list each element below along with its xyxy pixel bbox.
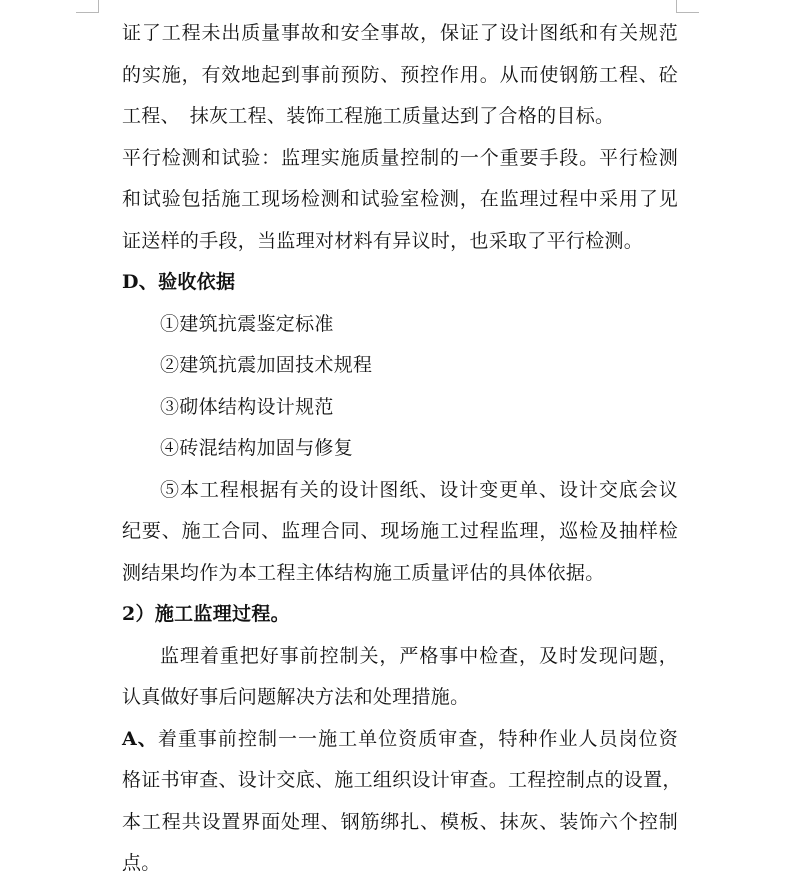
- paragraph-line: 的实施，有效地起到事前预防、预控作用。从而使钢筋工程、砼: [122, 63, 678, 86]
- paragraph-line: 点。: [122, 852, 161, 874]
- paragraph-line: 证了工程未出质量事故和安全事故，保证了设计图纸和有关规范: [122, 22, 678, 44]
- paragraph-line: 监理着重把好事前控制关，严格事中检查，及时发现问题，: [160, 644, 678, 667]
- paragraph-line: 测结果均作为本工程主体结构施工质量评估的具体依据。: [122, 561, 605, 584]
- paragraph-line: 认真做好事后问题解决方法和处理措施。: [122, 686, 470, 708]
- crop-mark-left: [76, 0, 99, 13]
- paragraph-line: 和试验包括施工现场检测和试验室检测，在监理过程中采用了见: [122, 188, 678, 210]
- paragraph-line: 格证书审查、设计交底、施工组织设计审查。工程控制点的设置，: [122, 769, 682, 791]
- section-heading: D、验收依据: [122, 271, 236, 293]
- paragraph-line: 平行检测和试验：监理实施质量控制的一个重要手段。平行检测: [122, 146, 678, 169]
- document-body: [122, 13, 682, 885]
- list-item: ①建筑抗震鉴定标准: [160, 312, 334, 335]
- list-item: ④砖混结构加固与修复: [160, 437, 354, 459]
- paragraph-line: 证送样的手段，当监理对材料有异议时，也采取了平行检测。: [122, 229, 644, 252]
- list-item: ③砌体结构设计规范: [160, 395, 334, 418]
- crop-mark-right: [676, 0, 699, 13]
- paragraph-line: 本工程共设置界面处理、钢筋绑扎、模板、抹灰、装饰六个控制: [122, 810, 678, 833]
- list-item: ⑤本工程根据有关的设计图纸、设计变更单、设计交底会议: [160, 478, 678, 501]
- paragraph-line: 工程、 抹灰工程、装饰工程施工质量达到了合格的目标。: [122, 105, 615, 127]
- paragraph-line: A、着重事前控制一一施工单位资质审查，特种作业人员岗位资: [122, 727, 678, 750]
- paragraph-line: 纪要、施工合同、监理合同、现场施工过程监理，巡检及抽样检: [122, 520, 678, 542]
- item-prefix: A、: [122, 727, 158, 750]
- list-item: ②建筑抗震加固技术规程: [160, 354, 373, 376]
- section-heading: 2）施工监理过程。: [122, 603, 290, 625]
